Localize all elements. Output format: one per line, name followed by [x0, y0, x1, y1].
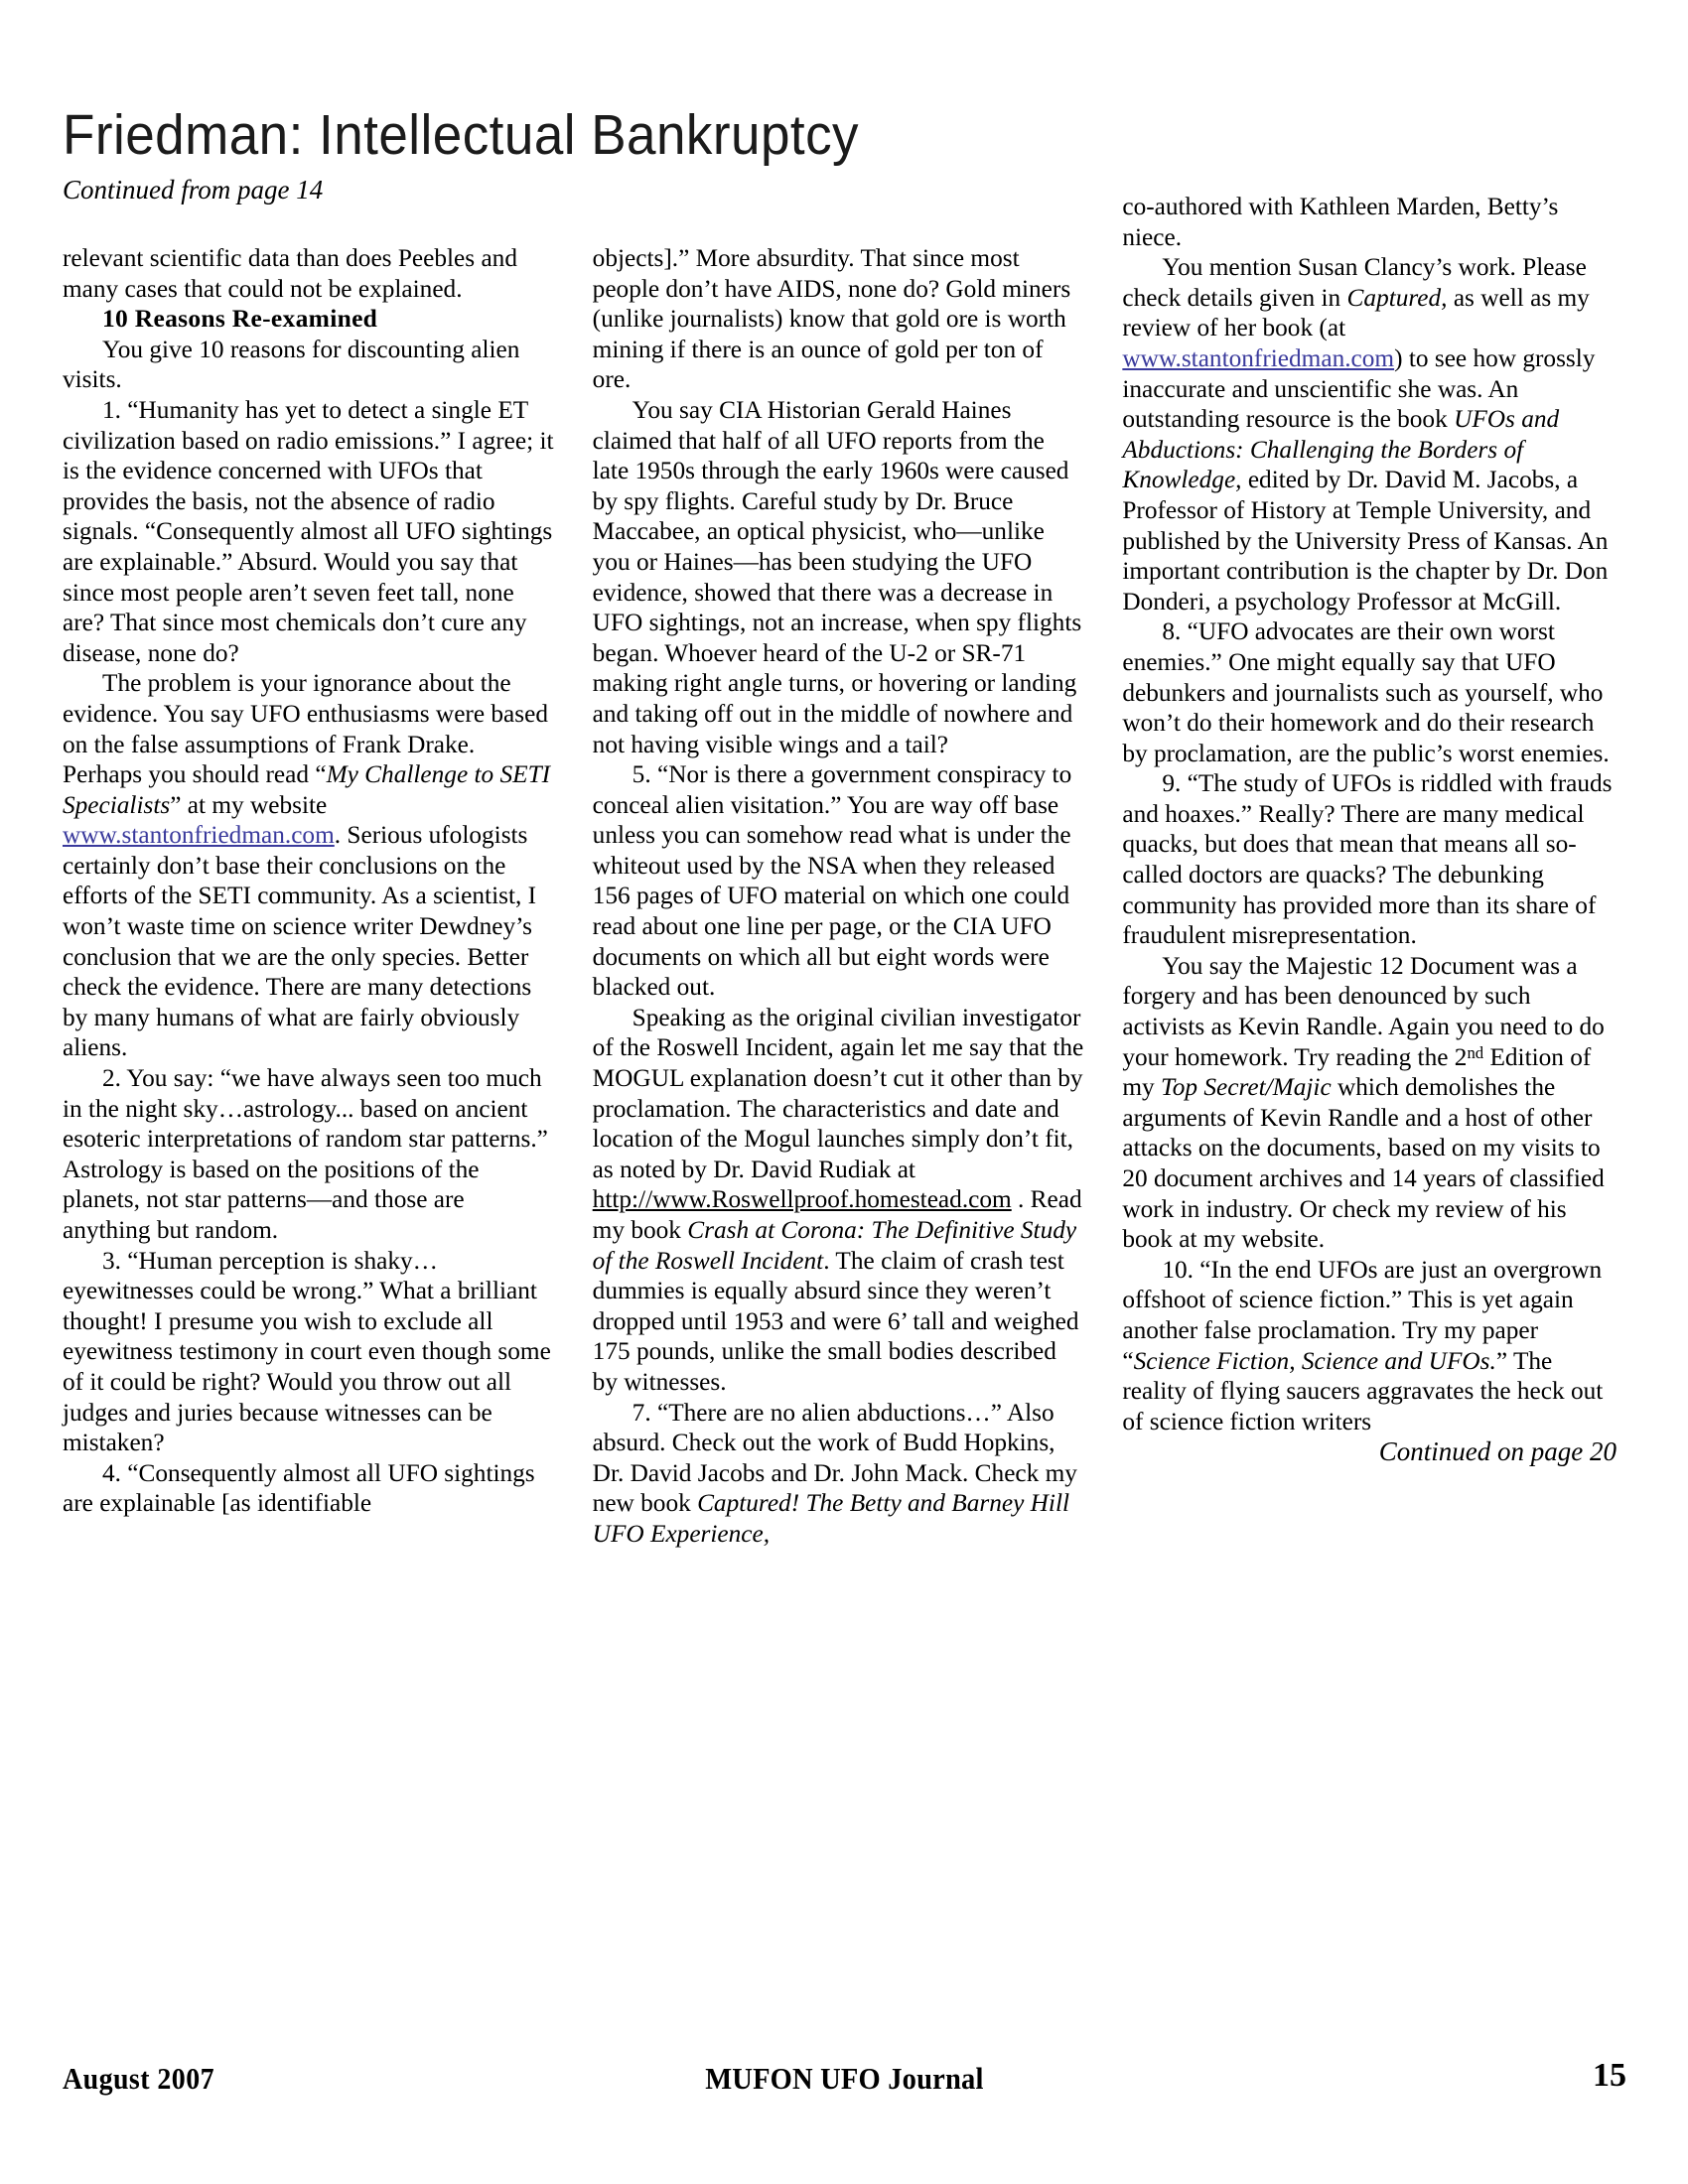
paragraph: relevant scientific data than does Peebles and many cases that could not be explained.: [63, 244, 517, 303]
paragraph-text: You say the Majestic 12 Document was a forgery and has been denounced by such activists as Kevin Randle. Again you need to do your homework. Try reading the 2: [1122, 951, 1605, 1071]
paragraph: [593, 1398, 1087, 1550]
paragraph-text: ) to see how grossly inaccurate and unscientific she was. An outstanding resource is the book: [1122, 343, 1596, 434]
paragraph-text: edited by Dr. David M. Jacobs, a Professor of History at Temple University, and published by the University Press of Kansas. An important contribution is the chapter by Dr. Don Donderi, a psychology Professor at McGill.: [1122, 466, 1609, 615]
paragraph-text: . Serious ufologists certainly don’t base their conclusions on the efforts of the SETI community. As a scientist, I won’t waste time on science writer Dewdney’s conclusion that we are the only species. Better check the evidence. There are many detections by many humans of what are fairly obviously aliens.: [63, 821, 537, 1062]
paragraph-text: ” at my website: [170, 790, 328, 819]
book-title-italic: Captured! The Betty and Barney Hill UFO Experience,: [592, 1489, 1069, 1548]
paragraph: 4. “Consequently almost all UFO sightings are explainable [as identifiable: [63, 1458, 535, 1518]
paragraph-text: . Read my book: [592, 1185, 1082, 1244]
paragraph: [1122, 252, 1617, 616]
ordinal-suffix: nd: [1467, 1042, 1484, 1062]
paragraph: You give 10 reasons for discounting alien visits.: [63, 335, 520, 394]
paragraph: [1122, 951, 1617, 1255]
column-2: [593, 243, 1087, 1990]
paragraph: 8. “UFO advocates are their own worst enemies.” One might equally say that UFO debunkers and journalists such as yourself, who won’t do their homework and do their research by proclamation, are the public’s worst enemies.: [1122, 617, 1610, 767]
paragraph-text: 1. “Humanity has yet to detect a single ET civilization based on radio emissions.” I agree; it is the evidence concerned with UFOs that provides the basis, not the absence of radio signals. “Consequently almost all UFO sightings are explainable.” Absurd. Would you say that since most people aren’t seven feet tall, none are? That since most chemicals don’t cure any disease, none do?: [63, 395, 554, 667]
issue-date: August 2007: [63, 2061, 215, 2096]
continued-from-label: Continued from page 14: [63, 175, 324, 205]
website-link[interactable]: www.stantonfriedman.com: [1122, 343, 1395, 372]
column-1: [63, 243, 557, 1990]
paragraph: [63, 668, 557, 1063]
paragraph-text: 7. “There are no alien abductions…” Also absurd. Check out the work of Budd Hopkins, Dr. David Jacobs and Dr. John Mack. Check my new book: [592, 1398, 1077, 1518]
book-title-italic: Crash at Corona: The Definitive Study of the Roswell Incident: [592, 1216, 1077, 1275]
website-link[interactable]: www.stantonfriedman.com: [63, 821, 335, 850]
paragraph-text: which demolishes the arguments of Kevin Randle and a host of other attacks on the documents, based on my visits to 20 document archives and 14 years of classified work in industry. Or check my review of his book at my website.: [1122, 1073, 1605, 1254]
paragraph-text: You mention Susan Clancy’s work. Please check details given in: [1122, 253, 1587, 312]
paragraph: co-authored with Kathleen Marden, Betty’s niece.: [1122, 193, 1559, 251]
paragraph: You say CIA Historian Gerald Haines claimed that half of all UFO reports from the late 1950s through the early 1960s were caused by spy flights. Careful study by Dr. Bruce Maccabee, an optical physicist, who—unlike you or Haines—has been studying the UFO evidence, showed that there was a decrease in UFO sightings, not an increase, when spy flights began. Whoever heard of the U-2 or SR-71 making right angle turns, or hovering or landing and taking off out in the middle of nowhere and not having visible wings and a tail?: [592, 395, 1082, 758]
page-title: Friedman: Intellectual Bankruptcy: [63, 103, 860, 167]
paragraph: [63, 395, 557, 668]
publication-name-text: MUFON UFO Journal: [705, 2061, 984, 2096]
book-title-italic: Top Secret/Majic: [1161, 1073, 1332, 1102]
paragraph: [593, 1003, 1087, 1398]
article-body: [63, 193, 1618, 1990]
paragraph-text: . The claim of crash test dummies is equally absurd since they weren’t dropped until 1953 and were 6’ tall and weighed 175 pounds, unlike the small bodies described by witnesses.: [592, 1246, 1079, 1396]
book-title-italic: My Challenge to SETI Specialists: [63, 760, 551, 819]
paragraph-text: ” The reality of flying saucers aggravates the heck out of science fiction writers: [1122, 1346, 1604, 1435]
paragraph: 5. “Nor is there a government conspiracy to conceal alien visitation.” You are way off base unless you can somehow read what is under the whiteout used by the NSA when they released 156 pages of UFO material on which one could read about one line per page, or the CIA UFO documents on which all but eight words were blacked out.: [592, 760, 1072, 1002]
roswellproof-link[interactable]: http://www.Roswellproof.homestead.com: [592, 1185, 1012, 1214]
paragraph: 2. You say: “we have always seen too much in the night sky…astrology... based on ancient esoteric interpretations of random star patterns.” Astrology is based on the positions of the planets, not star patterns—and those are anything but random.: [63, 1064, 548, 1244]
book-title-italic: UFOs and Abductions: Challenging the Borders of Knowledge,: [1122, 405, 1560, 494]
page-number: 15: [1593, 2057, 1626, 2094]
section-subheading: 10 Reasons Re-examined: [102, 304, 378, 334]
paragraph: 3. “Human perception is shaky… eyewitnesses could be wrong.” What a brilliant thought! I presume you wish to exclude all eyewitness testimony in court even though some of it could be right? Would you throw out all judges and juries because witnesses can be mistaken?: [63, 1246, 551, 1457]
paragraph: 9. “The study of UFOs is riddled with frauds and hoaxes.” Really? There are many medical quacks, but does that mean that means all so-called doctors are quacks? The debunking community has provided more than its share of fraudulent misrepresentation.: [1122, 769, 1613, 950]
paper-title-italic: Science Fiction, Science and UFOs.: [1133, 1346, 1496, 1375]
paragraph-text: Edition of my: [1122, 1042, 1592, 1102]
paragraph: objects].” More absurdity. That since most people don’t have AIDS, none do? Gold miners (unlike journalists) know that gold ore is worth mining if there is an ounce of gold per ton of ore.: [592, 244, 1071, 394]
publication-name: [63, 2061, 1626, 2097]
page-footer: [63, 2057, 1626, 2107]
book-title-italic: Captured,: [1346, 283, 1448, 312]
paragraph-text: as well as my review of her book (at: [1122, 283, 1590, 342]
paragraph-text: Speaking as the original civilian investigator of the Roswell Incident, again let me say that the MOGUL explanation doesn’t cut it other than by proclamation. The characteristics and date and location of the Mogul launches simply don’t fit, as noted by Dr. David Rudiak at: [592, 1003, 1084, 1183]
paragraph-text: 10. “In the end UFOs are just an overgrown offshoot of science fiction.” This is yet again another false proclamation. Try my paper “: [1122, 1255, 1603, 1375]
paragraph: [1122, 1255, 1617, 1437]
paragraph-text: The problem is your ignorance about the evidence. You say UFO enthusiasms were based on the false assumptions of Frank Drake. Perhaps you should read “: [63, 669, 548, 789]
masthead: [63, 103, 1631, 205]
column-3: [1122, 192, 1617, 1990]
continued-on-label: Continued on page 20: [1378, 1436, 1618, 1467]
